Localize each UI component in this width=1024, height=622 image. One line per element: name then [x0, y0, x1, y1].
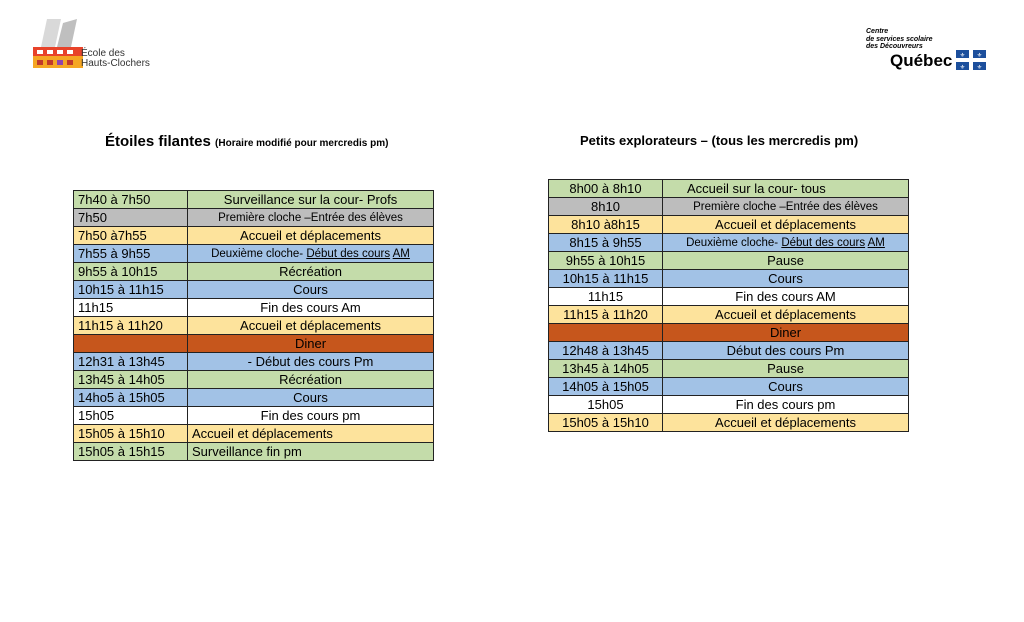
- right-schedule-table: [548, 179, 909, 432]
- school-name-line1: École des: [81, 48, 125, 59]
- time-cell: 15h05 à 15h10: [549, 414, 663, 432]
- time-cell: 13h45 à 14h05: [549, 360, 663, 378]
- table-row: [74, 263, 434, 281]
- activity-cell: Récréation: [188, 371, 434, 389]
- activity-cell: Fin des cours Am: [188, 299, 434, 317]
- activity-cell: Récréation: [188, 263, 434, 281]
- right-schedule-title: Petits explorateurs – (tous les mercredis pm): [580, 133, 859, 148]
- time-cell: 9h55 à 10h15: [74, 263, 188, 281]
- table-row: [74, 371, 434, 389]
- activity-underlined: Début des cours: [781, 236, 866, 249]
- activity-cell: Surveillance fin pm: [188, 443, 434, 461]
- table-row: [74, 389, 434, 407]
- table-row: [74, 227, 434, 245]
- svg-text:⚜: ⚜: [959, 52, 966, 59]
- time-cell: 7h55 à 9h55: [74, 245, 188, 263]
- activity-cell: Accueil et déplacements: [663, 306, 909, 324]
- activity-cell: Accueil et déplacements: [188, 425, 434, 443]
- activity-cell: - Début des cours Pm: [188, 353, 434, 371]
- time-cell: 14h05 à 15h05: [549, 378, 663, 396]
- school-name-line2: Hauts-Clochers: [81, 58, 150, 69]
- activity-cell: Début des cours Pm: [663, 342, 909, 360]
- time-cell: [549, 324, 663, 342]
- school-building-icon: [33, 17, 83, 69]
- table-row: [549, 360, 909, 378]
- time-cell: 15h05: [549, 396, 663, 414]
- table-row: [74, 443, 434, 461]
- time-cell: 12h31 à 13h45: [74, 353, 188, 371]
- table-row: [74, 191, 434, 209]
- table-row: [549, 324, 909, 342]
- activity-cell: [188, 245, 434, 263]
- time-cell: 8h15 à 9h55: [549, 234, 663, 252]
- svg-text:⚜: ⚜: [976, 52, 983, 59]
- css-name: [866, 28, 933, 51]
- time-cell: 9h55 à 10h15: [549, 252, 663, 270]
- activity-cell: Diner: [188, 335, 434, 353]
- time-cell: 11h15: [549, 288, 663, 306]
- left-schedule-title: [105, 133, 388, 150]
- table-row: [549, 288, 909, 306]
- activity-cell: Accueil et déplacements: [663, 414, 909, 432]
- activity-cell: Première cloche –Entrée des élèves: [188, 209, 434, 227]
- activity-cell: Accueil et déplacements: [188, 317, 434, 335]
- activity-cell: [663, 234, 909, 252]
- table-row: [74, 425, 434, 443]
- school-name: [81, 49, 150, 69]
- time-cell: 7h40 à 7h50: [74, 191, 188, 209]
- time-cell: 7h50: [74, 209, 188, 227]
- time-cell: 14ho5 à 15h05: [74, 389, 188, 407]
- css-line2: de services scolaire: [866, 35, 933, 43]
- time-cell: 8h10: [549, 198, 663, 216]
- css-line1: Centre: [866, 28, 889, 35]
- time-cell: 11h15 à 11h20: [549, 306, 663, 324]
- left-schedule-table: [73, 190, 434, 461]
- table-row: [74, 317, 434, 335]
- time-cell: 11h15 à 11h20: [74, 317, 188, 335]
- activity-cell: Cours: [188, 281, 434, 299]
- activity-cell: Cours: [663, 378, 909, 396]
- activity-underlined: Début des cours: [306, 247, 391, 260]
- left-title-text: Étoiles filantes: [105, 133, 211, 150]
- time-cell: 13h45 à 14h05: [74, 371, 188, 389]
- activity-underlined: AM: [392, 247, 410, 260]
- activity-underlined: AM: [867, 236, 885, 249]
- activity-cell: Surveillance sur la cour- Profs: [188, 191, 434, 209]
- activity-cell: Accueil et déplacements: [188, 227, 434, 245]
- activity-cell: Fin des cours pm: [663, 396, 909, 414]
- table-row: [549, 342, 909, 360]
- table-row: [74, 281, 434, 299]
- activity-text: Deuxième cloche-: [211, 247, 307, 260]
- table-row: [549, 180, 909, 198]
- table-row: [549, 252, 909, 270]
- table-row: [549, 270, 909, 288]
- activity-cell: Cours: [188, 389, 434, 407]
- time-cell: 8h10 à8h15: [549, 216, 663, 234]
- time-cell: 11h15: [74, 299, 188, 317]
- svg-text:⚜: ⚜: [976, 64, 983, 70]
- school-logo: [33, 17, 183, 73]
- table-row: [74, 353, 434, 371]
- activity-text: Deuxième cloche-: [686, 236, 782, 249]
- table-row: [74, 209, 434, 227]
- time-cell: 10h15 à 11h15: [549, 270, 663, 288]
- activity-cell: Accueil sur la cour- tous: [663, 180, 909, 198]
- table-row: [549, 396, 909, 414]
- activity-cell: Fin des cours pm: [188, 407, 434, 425]
- quebec-wordmark: Québec: [890, 51, 953, 70]
- table-row: [74, 245, 434, 263]
- activity-cell: Cours: [663, 270, 909, 288]
- time-cell: 12h48 à 13h45: [549, 342, 663, 360]
- time-cell: 15h05 à 15h10: [74, 425, 188, 443]
- time-cell: 8h00 à 8h10: [549, 180, 663, 198]
- time-cell: 15h05 à 15h15: [74, 443, 188, 461]
- svg-text:⚜: ⚜: [959, 64, 966, 70]
- quebec-logo: [862, 28, 992, 74]
- activity-cell: Diner: [663, 324, 909, 342]
- css-line3: des Découvreurs: [866, 43, 923, 50]
- time-cell: 10h15 à 11h15: [74, 281, 188, 299]
- activity-cell: Pause: [663, 360, 909, 378]
- table-row: [549, 378, 909, 396]
- activity-cell: Pause: [663, 252, 909, 270]
- table-row: [549, 234, 909, 252]
- table-row: [549, 414, 909, 432]
- activity-cell: Première cloche –Entrée des élèves: [663, 198, 909, 216]
- time-cell: 7h50 à7h55: [74, 227, 188, 245]
- table-row: [549, 306, 909, 324]
- activity-cell: Accueil et déplacements: [663, 216, 909, 234]
- left-subtitle-text: (Horaire modifié pour mercredis pm): [215, 138, 389, 149]
- table-row: [549, 198, 909, 216]
- table-row: [74, 299, 434, 317]
- activity-cell: Fin des cours AM: [663, 288, 909, 306]
- time-cell: [74, 335, 188, 353]
- table-row: [74, 407, 434, 425]
- time-cell: 15h05: [74, 407, 188, 425]
- table-row: [74, 335, 434, 353]
- table-row: [549, 216, 909, 234]
- quebec-flag-icon: [956, 50, 986, 70]
